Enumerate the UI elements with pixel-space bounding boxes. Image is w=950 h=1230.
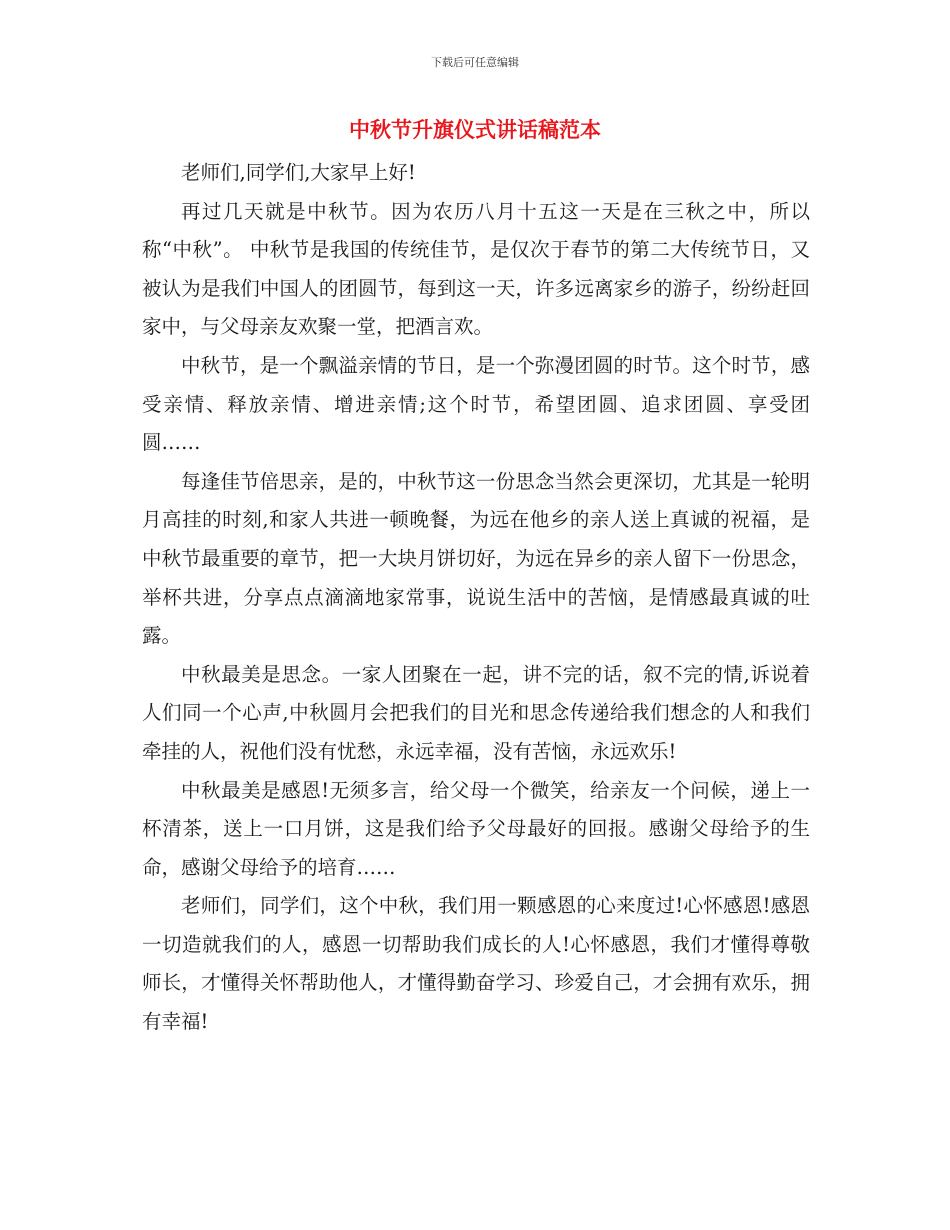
paragraph-thinking: 中秋最美是思念。一家人团聚在一起，讲不完的话，叙不完的情,诉说着人们同一个心声,中秋圆月会把我们的目光和思念传递给我们想念的人和我们牵挂的人，祝他们没有忧愁，永远幸福，没有苦恼，永远欢乐! — [142, 662, 810, 763]
paragraph-missing: 每逢佳节倍思亲，是的，中秋节这一份思念当然会更深切，尤其是一轮明月高挂的时刻,和家人共进一顿晚餐，为远在他乡的亲人送上真诚的祝福，是中秋节最重要的章节，把一大块月饼切好，为远在异乡的亲人留下一份思念，举杯共进，分享点点滴滴地家常事，说说生活中的苦恼，是情感最真诚的吐露。 — [142, 469, 810, 648]
paragraph-gratitude: 中秋最美是感恩!无须多言，给父母一个微笑，给亲友一个问候，递上一杯清茶，送上一口月饼，这是我们给予父母最好的回报。感谢父母给予的生命，感谢父母给予的培育…… — [142, 778, 810, 879]
document-body — [142, 154, 810, 1042]
paragraph-greeting: 老师们,同学们,大家早上好! — [181, 161, 416, 184]
paragraph-intro: 再过几天就是中秋节。因为农历八月十五这一天是在三秋之中，所以称“中秋”。 中秋节是我国的传统佳节，是仅次于春节的第二大传统节日，又被认为是我们中国人的团圆节，每到这一天，许多远离家乡的游子，纷纷赶回家中，与父母亲友欢聚一堂，把酒言欢。 — [142, 199, 810, 339]
document-title: 中秋节升旗仪式讲话稿范本 — [349, 118, 601, 142]
paragraph-family: 中秋节，是一个飘溢亲情的节日，是一个弥漫团圆的时节。这个时节，感受亲情、释放亲情、增进亲情;这个时节，希望团圆、追求团圆、享受团圆…… — [142, 353, 810, 455]
header-note: 下载后可任意编辑 — [431, 56, 519, 69]
paragraph-closing: 老师们，同学们，这个中秋，我们用一颗感恩的心来度过!心怀感恩!感恩一切造就我们的人，感恩一切帮助我们成长的人!心怀感恩，我们才懂得尊敬师长，才懂得关怀帮助他人，才懂得勤奋学习、珍爱自己，才会拥有欢乐，拥有幸福! — [142, 894, 810, 1034]
